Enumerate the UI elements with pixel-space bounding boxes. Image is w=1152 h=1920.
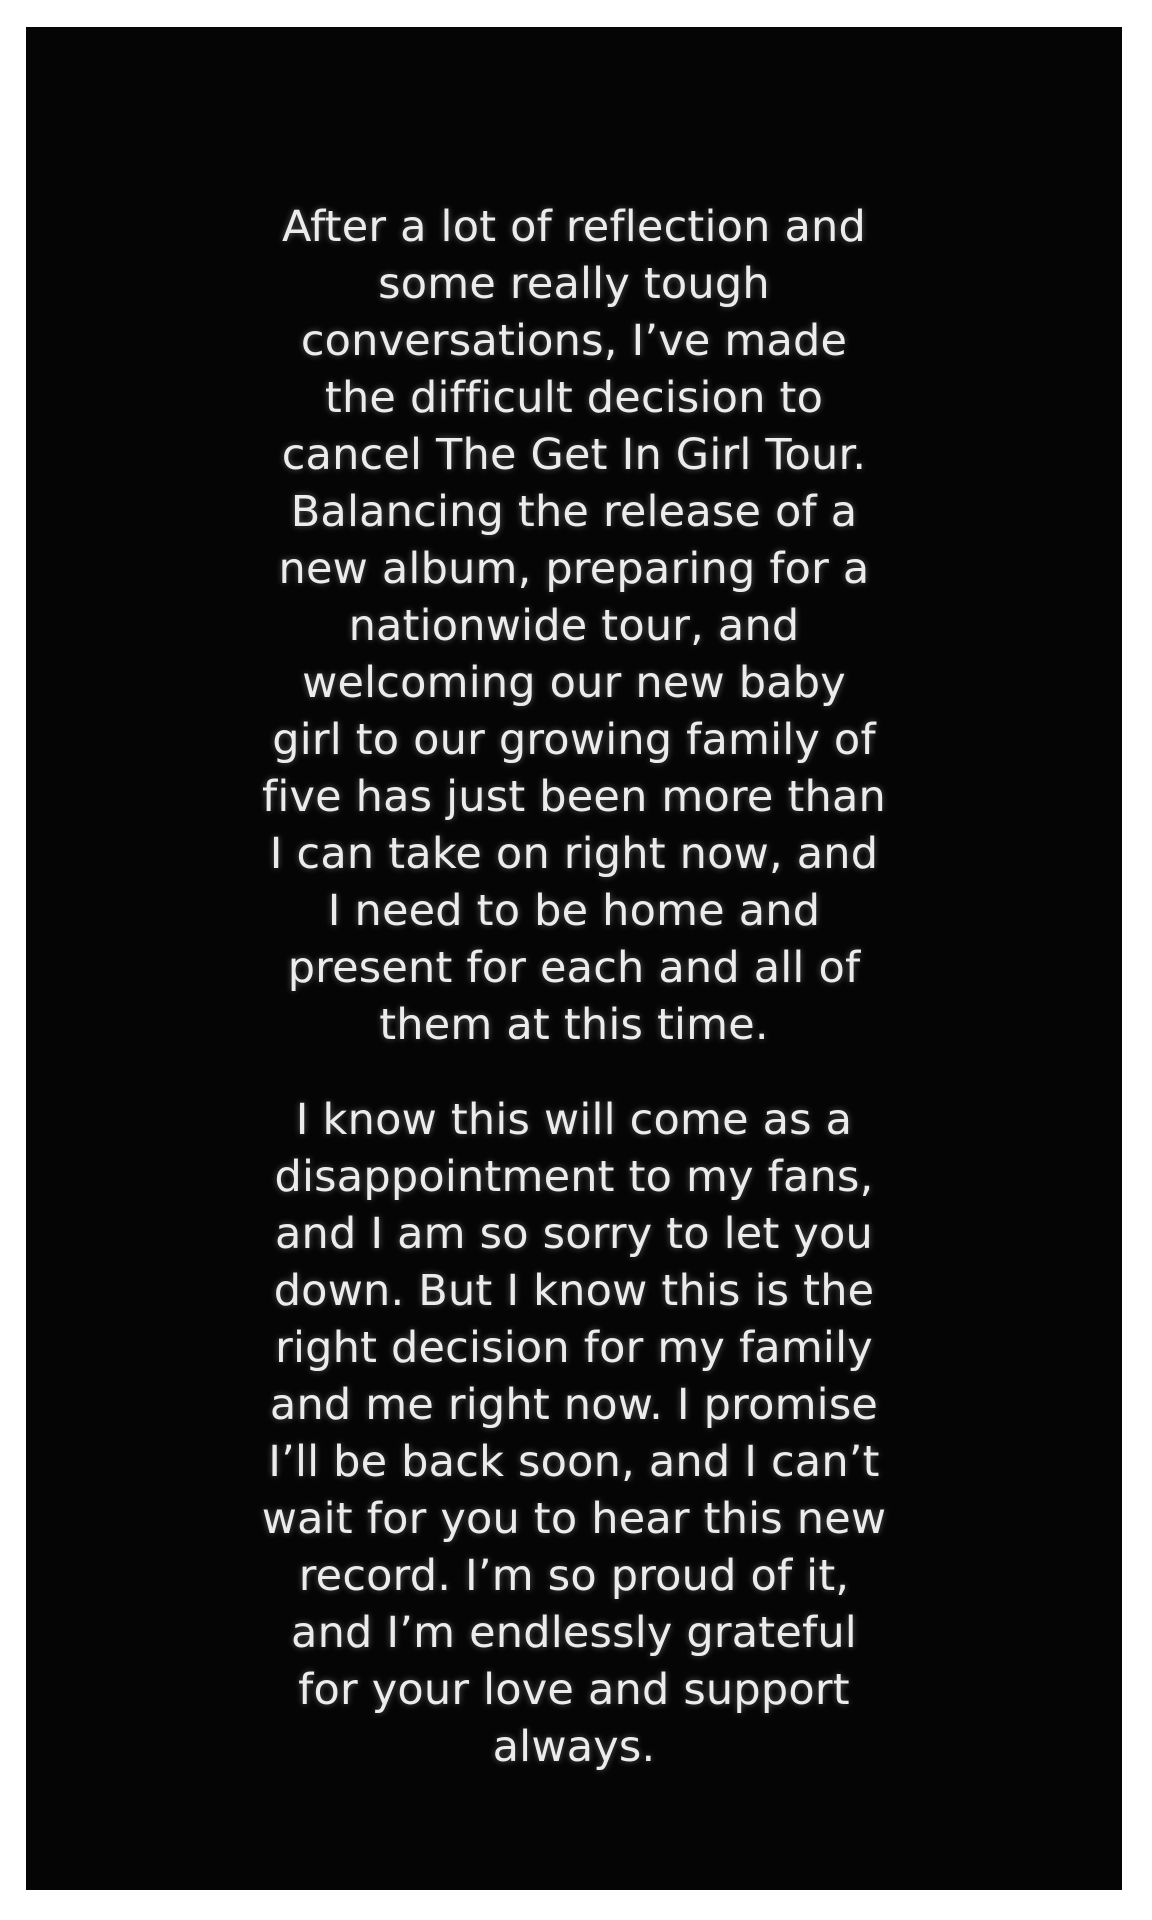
statement-paragraph-1: After a lot of reflection and some really tough conversations, I’ve made the difficult decision to cancel The Get In Girl Tour. Balancing the release of a new album, preparing for a nationwide tour, and welcoming our new baby girl to our growing family of five has just been more than I can take on right now, and I need to be home and present for each and all of them at this time. <box>262 202 886 1050</box>
statement-paragraph-2: I know this will come as a disappointment to my fans, and I am so sorry to let you down. But I know this is the right decision for my family and me right now. I promise I’ll be back soon, and I can’t wait for you to hear this new record. I’m so proud of it, and I’m endlessly grateful for your love and support always. <box>261 1095 887 1772</box>
statement-card <box>26 27 1122 1890</box>
statement-text <box>54 27 1094 1776</box>
